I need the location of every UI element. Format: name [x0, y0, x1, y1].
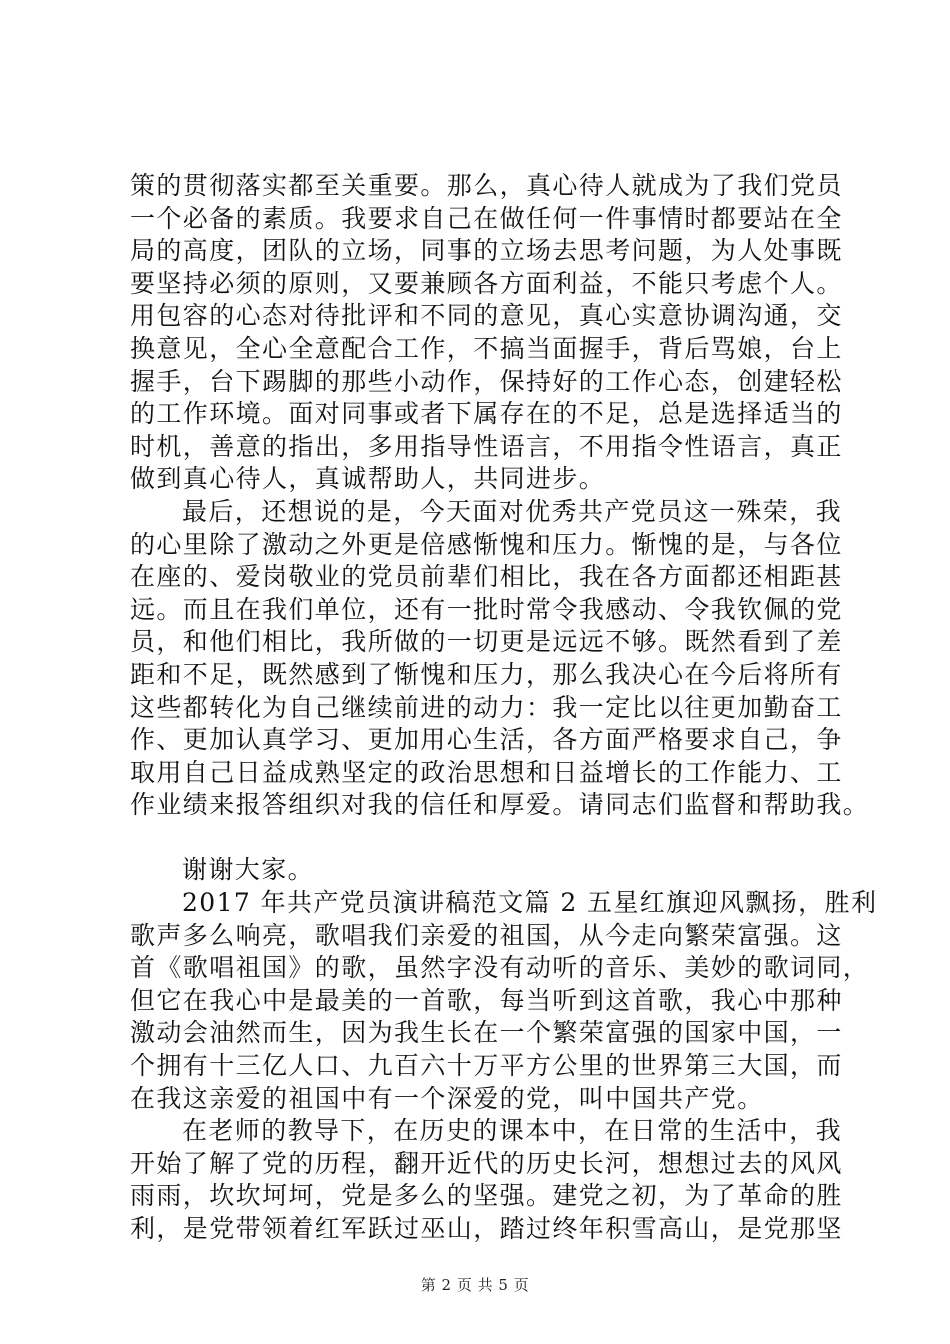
- page-footer: 第 2 页 共 5 页: [420, 1276, 530, 1294]
- text-line: 距和不足，既然感到了惭愧和压力，那么我决心在今后将所有: [130, 659, 843, 689]
- text-line: 激动会油然而生，因为我生长在一个繁荣富强的国家中国，一: [130, 1018, 843, 1048]
- text-line: 的心里除了激动之外更是倍感惭愧和压力。惭愧的是，与各位: [130, 529, 843, 559]
- text-line: 作业绩来报答组织对我的信任和厚爱。请同志们监督和帮助我。: [130, 790, 870, 820]
- text-line: 局的高度，团队的立场，同事的立场去思考问题，为人处事既: [130, 236, 843, 266]
- text-line: 2017 年共产党员演讲稿范文篇 2 五星红旗迎风飘扬，胜利: [182, 888, 878, 918]
- text-line: 利，是党带领着红军跃过巫山，踏过终年积雪高山，是党那坚: [130, 1214, 843, 1243]
- text-line: 换意见，全心全意配合工作，不搞当面握手，背后骂娘，台上: [130, 333, 843, 363]
- text-line: 做到真心待人，真诚帮助人，共同进步。: [130, 464, 606, 494]
- text-line: 策的贯彻落实都至关重要。那么，真心待人就成为了我们党员: [130, 171, 843, 200]
- text-line: 员，和他们相比，我所做的一切更是远远不够。既然看到了差: [130, 627, 843, 657]
- text-line: 在座的、爱岗敬业的党员前辈们相比，我在各方面都还相距甚: [130, 562, 843, 592]
- text-line: 谢谢大家。: [182, 855, 315, 885]
- text-line: 一个必备的素质。我要求自己在做任何一件事情时都要站在全: [130, 203, 843, 233]
- text-line: 这些都转化为自己继续前进的动力：我一定比以往更加勤奋工: [130, 692, 843, 722]
- text-line: 用包容的心态对待批评和不同的意见，真心实意协调沟通，交: [130, 301, 843, 331]
- text-line: 首《歌唱祖国》的歌，虽然字没有动听的音乐、美妙的歌词同，: [130, 953, 870, 983]
- text-line: 最后，还想说的是，今天面对优秀共产党员这一殊荣，我: [182, 496, 843, 526]
- text-line: 开始了解了党的历程，翻开近代的历史长河，想想过去的风风: [130, 1148, 843, 1178]
- text-line: 握手，台下踢脚的那些小动作，保持好的工作心态，创建轻松: [130, 366, 843, 396]
- text-line: 时机，善意的指出，多用指导性语言，不用指令性语言，真正: [130, 431, 843, 461]
- blank-line: [130, 822, 842, 855]
- text-line: 在我这亲爱的祖国中有一个深爱的党，叫中国共产党。: [130, 1083, 764, 1113]
- text-line: 个拥有十三亿人口、九百六十万平方公里的世界第三大国，而: [130, 1051, 843, 1081]
- text-line: 远。而且在我们单位，还有一批时常令我感动、令我钦佩的党: [130, 594, 843, 624]
- text-line: 歌声多么响亮，歌唱我们亲爱的祖国，从今走向繁荣富强。这: [130, 920, 843, 950]
- text-line: 要坚持必须的原则，又要兼顾各方面利益，不能只考虑个人。: [130, 268, 843, 298]
- text-line: 作、更加认真学习、更加用心生活，各方面严格要求自己，争: [130, 725, 843, 755]
- text-line: 的工作环境。面对同事或者下属存在的不足，总是选择适当的: [130, 399, 843, 429]
- text-line: 雨雨，坎坎坷坷，党是多么的坚强。建党之初，为了革命的胜: [130, 1181, 843, 1211]
- text-line: 取用自己日益成熟坚定的政治思想和日益增长的工作能力、工: [130, 757, 843, 787]
- text-line: 但它在我心中是最美的一首歌，每当听到这首歌，我心中那种: [130, 985, 843, 1015]
- paragraph-1: [130, 170, 878, 1246]
- text-line: 在老师的教导下，在历史的课本中，在日常的生活中，我: [182, 1116, 843, 1146]
